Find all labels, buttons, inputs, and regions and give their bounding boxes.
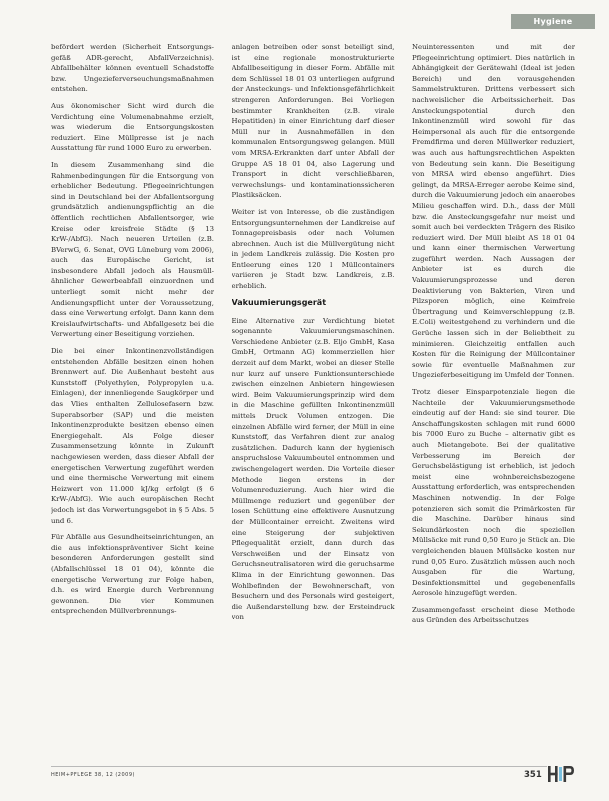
column-2	[232, 42, 395, 747]
section-heading: Vakuumierungsgerät	[231, 297, 327, 307]
page-footer	[0, 754, 609, 801]
paragraph: In diesem Zusammenhang sind die Rahmenbedingungen für die Entsorgung von erheblicher Bedeutung. Pflegeeinrichtungen sind in Deutschland bei der Abfallentsorgung grundsätzlich andienungspflichtig an die öffentlich rechtlichen Abfallentsorger, wie Kreise oder kreisfreie Städte (§ 13 KrW-/AbfG). Nach neueren Urteilen (z.B. BVerwG, 6. Senat, OVG Lüneburg vom 2006), auch das Europäische Gericht, ist insbesondere Abfall jedoch als Hausmüll-ähnlicher Gewerbeabfall einzuordnen und unterliegt somit nicht mehr der Andienungspflicht unter der Voraussetzung, dass eine Verwertung erfolgt. Dann kann dem Kreislaufwirtschafts- und Abfallgesetz bei die Verwertung einer Beseitigung vorziehen.	[51, 160, 214, 339]
page-number: 351	[524, 770, 542, 780]
paragraph: Die bei einer Inkontinenzvollständigen entstehenden Abfälle besitzen einen hohen Brennwert auf. Die Außenhaut besteht aus Kunststoff (Polyethylen, Polypropylen u.a. Einlagen), der innenliegende Saugkörper und das Vlies enthalten Zellulosefasern bzw. Superabsorber (SAP) und die meisten Inkontinenzprodukte besitzen ebenso einen Energiegehalt. Als Folge dieser Zusammensetzung könnte in Zukunft nachgewiesen werden, dass dieser Abfall der energetischen Verwertung zugeführt werden und eine thermische Verwertung mit einem Heizwert von 11.000 kJ/kg erfolgt (§ 6 KrW-/AbfG). Wie auch europäischen Recht jedoch ist das Verwertungsgebot in § 5 Abs. 5 und 6.	[51, 347, 214, 525]
section-tab: Hygiene	[511, 14, 595, 29]
paragraph: Neuinteressenten und mit der Pflegeeinrichtung optimiert. Dies natürlich in Abhängigkeit der Gerätewahl (Ideal ist jeden Bereich) und den vorausgehenden Sammelstrukturen. Drittens verbessert sich nachweislicher die Arbeitssicherheit. Das Ansteckungspotential durch den Inkontinenzmüll wird sowohl für das Heimpersonal als auch für die entsorgende Fremdfirma und deren Müllwerker reduziert, was auch aus haftungsrechtlichen Aspekten von Bedeutung sein kann. Die Beseitigung von MRSA wird ebenso angeführt. Dies gelingt, da MRSA-Erreger aerobe Keime sind, durch die Vakuumierung jedoch ein anaerobes Milieu geschaffen wird. D.h., dass der Müll bzw. die Ansteckungsgefahr nur meist und somit auch bei verdeckten Trägern des Risiko reduziert wird. Der Müll bleibt AS 18 01 04 und kann einer thermischen Verwertung zugeführt werden. Nach Aussagen der Anbieter ist es durch die Vakuumierungsprozesse und deren Deaktivierung von Bakterien, Viren und Pilzsporen möglich, eine Keimfreie Übertragung und Keimverschleppung (z.B. E.Coli) weitestgehend zu verhindern und die Gerüche lassen sich in der Beliebtheit zu minimieren. Gleichzeitig entfallen auch Kosten für die Reinigung der Müllcontainer sowie für eventuelle Maßnahmen zur Ungezieferbeseitigung im Umfeld der Tonnen.	[412, 43, 575, 380]
paragraph: Zusammengefasst erscheint diese Methode aus Gründen des Arbeitsschutzes	[412, 605, 575, 625]
journal-citation: HEIM+PFLEGE 38, 12 (2009)	[51, 772, 135, 778]
paragraph: befördert werden (Sicherheit Entsorgungs-gefäß ADR-gerecht, AbfallVerzeichnis). Abfallbehälter können eventuell Schadstoffe bzw. Ungezieferverseuchungsmaßnahmen entstehen.	[51, 43, 214, 94]
column-3	[412, 42, 575, 747]
paragraph: Eine Alternative zur Verdichtung bietet sogenannte Vakuumierungsmaschinen. Verschiedene Anbieter (z.B. Eljo GmbH, Kasa GmbH, Ortmann AG) kommerziellen hier derzeit auf dem Markt, wobei an dieser Stelle nur kurz auf unsere Funktionsunterschiede zwischen einzelnen Anbietern hingewiesen wird. Beim Vakuumierungsprinzip wird dem in die Maschine gefüllten Inkontinenzmüll mittels Druck Volumen entzogen. Die einzelnen Abfälle wird ferner, der Müll in eine Kunststoff, das Verfahren dient zur analog zusätzlichen. Dadurch kann der hygienisch anspruchslose Vakuumbeutel entnommen und zwischengelagert werden. Die Vorteile dieser Methode liegen erstens in der Volumenreduzierung. Auch hier wird die Müllmenge reduziert und gegenüber der losen Schüttung eine effektivere Ausnutzung der Müllcontainer erreicht. Zweitens wird eine Steigerung der subjektiven Pflegequalität erzielt, dann durch das Verschweißen und der Einsatz von Geruchsneutralisatoren wird die geruchsarme Klima in der Einrichtung gewonnen. Das Wohlbefinden der Bewohnerschaft, von Besuchern und des Personals wird gesteigert, die Außendarstellung bzw. der Ersteindruck von	[231, 316, 395, 622]
column-1	[51, 42, 214, 747]
paragraph: anlagen betreiben oder sonst beteiligt sind, ist eine regionale monostrukturierte Abfallbeseitigung in dieser Form. Abfälle mit dem Schlüssel 18 01 03 unterliegen aufgrund der Ansteckungs- und Infektionsgefährlichkeit strengeren Anforderungen. Bei Vorliegen bestimmter Krankheiten (z.B. virale Hepatitiden) in einer Einrichtung darf dieser Müll nur in Ausnahmefällen in den kommunalen Entsorgungsweg gelangen. Müll vom MRSA-Erkrankten darf unter Abfall der Gruppe AS 18 01 04, also Lagerung und Transport in dicht verschließbaren, verwechslungs- und kontaminationssicheren Plastiksäcken.	[231, 43, 395, 200]
article-body	[51, 42, 575, 747]
paragraph: Für Abfälle aus Gesundheitseinrichtungen, an die aus infektionspräventiver Sicht keine besonderen Anforderungen gestellt sind (Abfallschlüssel 18 01 04), könnte die energetische Verwertung zur Folge haben, d.h. es wird Energie durch Verbrennung gewonnen. Die vier Kommunen entsprechenden Müllverbrennungs-	[51, 533, 214, 616]
journal-logo-icon	[547, 764, 575, 784]
paragraph: Aus ökonomischer Sicht wird durch die Verdichtung eine Volumenabnahme erzielt, was wiederum die Entsorgungskosten reduziert. Eine Müllpresse ist je nach Ausstattung für rund 1000 Euro zu erwerben.	[51, 101, 214, 153]
header-bar	[0, 0, 609, 30]
paragraph: Weiter ist von Interesse, ob die zuständigen Entsorgungsunternehmen der Landkreise auf Tonnagepreisbasis oder nach Volumen abrechnen. Auch ist die Müllvergütung nicht in jedem Landkreis zulässig. Die Kosten pro Entleerung eines 120 l Müllcontainers variieren je Stadt bzw. Landkreis, z.B. erheblich.	[231, 207, 395, 291]
paragraph: Trotz dieser Einsparpotenziale liegen die Nachteile der Vakuumierungsmethode eindeutig auf der Hand: sie sind teurer. Die Anschaffungskosten schlagen mit rund 6000 bis 7000 Euro zu Buche – alternativ gibt es auch Mietangebote. Bei der qualitative Verbesserung im Bereich der Geruchsbelästigung ist erheblich, ist jedoch meist eine wohnbereichsbezogene Ausstattung erforderlich, was entsprechenden Maschinen notwendig. In der Folge potenzieren sich somit die Primärkosten für die Maschine. Darüber hinaus sind Sekundärkosten noch die speziellen Müllsäcke mit rund 0,50 Euro je Stück an. Die vergleichenden blauen Müllsäcke kosten nur rund 0,05 Euro. Zusätzlich müssen auch noch Ausgaben für die Wartung, Desinfektionsmittel und gegebenenfalls Aerosole hinzugefügt werden.	[412, 388, 575, 598]
footer-divider	[51, 766, 561, 767]
